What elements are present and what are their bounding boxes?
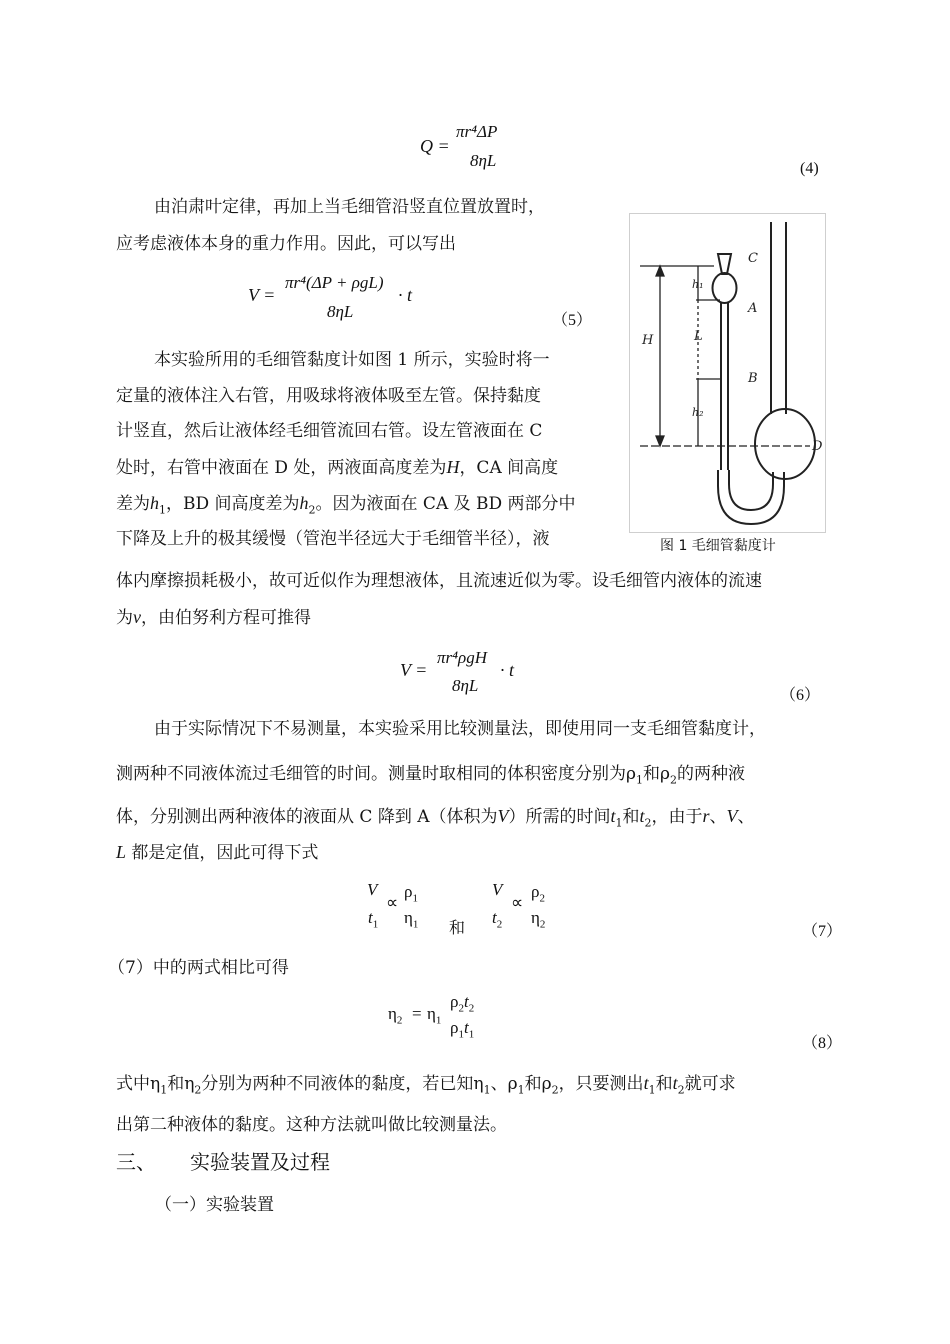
eq6-tail: · t xyxy=(500,660,515,680)
eq5-tail: · t xyxy=(398,285,413,305)
eq5-lhs: V = xyxy=(248,285,276,305)
para3-line4: L 都是定值，因此可得下式 xyxy=(116,842,319,863)
para2-line4: 处时，右管中液面在 D 处，两液面高度差为H，CA 间高度 xyxy=(116,457,559,478)
eq7-left-v: V xyxy=(367,880,378,899)
eq6-denominator: 8ηL xyxy=(452,676,479,695)
label-H: H xyxy=(642,333,654,348)
eq7-right-rho: $\rho_2$ xyxy=(531,882,545,905)
eq7-right-eta: $\eta_2$ xyxy=(531,908,546,931)
eq7-left-t: $t_1$ xyxy=(368,908,379,931)
eq6-numerator: πr⁴ρgH xyxy=(437,648,487,667)
para5-line1: 式中$\eta_1$和$\eta_2$分别为两种不同液体的黏度，若已知$\eta_1$、$\rho_1$和$\rho_2$，只要测出$t_1$和$t_2$就可求 xyxy=(116,1073,736,1097)
eq8-number: （8） xyxy=(802,1035,843,1052)
eq5-numerator: πr⁴(ΔP + ρgL) xyxy=(285,273,384,292)
eq7-right-t: $t_2$ xyxy=(492,908,503,931)
para3-line3: 体，分别测出两种液体的液面从 C 降到 A（体积为V）所需的时间$t_1$和$t_2$，由于r、V、 xyxy=(116,806,755,830)
eq4-denominator: 8ηL xyxy=(470,151,497,170)
eq8-denominator: $\rho_1t_1$ xyxy=(450,1018,475,1041)
para1-line1: 由泊肃叶定律，再加上当毛细管沿竖直位置放置时， xyxy=(154,197,545,217)
para2-line2: 定量的液体注入右管，用吸球将液体吸至左管。保持黏度 xyxy=(116,386,541,406)
eq7-right-prop: ∝ xyxy=(511,893,524,912)
label-B: B xyxy=(748,371,758,386)
eq4-number: (4) xyxy=(800,160,819,177)
eq8-numerator: $\rho_2t_2$ xyxy=(450,992,475,1015)
para2-line8: 为v，由伯努利方程可推得 xyxy=(116,607,311,628)
eq4-numerator: πr⁴ΔP xyxy=(456,122,498,141)
figure-caption: 图 1 毛细管黏度计 xyxy=(660,538,776,554)
eq8-lhs: $\eta_2$ xyxy=(388,1004,403,1027)
eq6-lhs: V = xyxy=(400,660,428,680)
label-A: A xyxy=(748,301,758,316)
eq7-right-v: V xyxy=(492,880,503,899)
viscometer-figure xyxy=(629,213,826,533)
para2-line3: 计竖直，然后让液体经毛细管流回右管。设左管液面在 C xyxy=(116,421,543,441)
para3-line2: 测两种不同液体流过毛细管的时间。测量时取相同的体积密度分别为$\rho_1$和$\rho_2$的两种液 xyxy=(116,764,745,787)
section-title: 实验装置及过程 xyxy=(190,1150,330,1174)
para4: （7）中的两式相比可得 xyxy=(108,958,289,978)
para3-line1: 由于实际情况下不易测量，本实验采用比较测量法，即使用同一支毛细管黏度计， xyxy=(154,719,766,739)
section-number: 三、 xyxy=(116,1150,156,1174)
viscometer-diagram xyxy=(630,214,825,532)
eq8-eta1: $\eta_1$ xyxy=(427,1004,442,1027)
para1-line2: 应考虑液体本身的重力作用。因此，可以写出 xyxy=(116,234,456,254)
eq5-denominator: 8ηL xyxy=(327,302,354,321)
eq6-number: （6） xyxy=(780,687,821,704)
label-C: C xyxy=(748,251,758,266)
eq8-equals: = xyxy=(412,1004,422,1023)
eq5-number: （5） xyxy=(552,312,593,329)
para2-line5: 差为$h_1$，BD 间高度差为$h_2$。因为液面在 CA 及 BD 两部分中 xyxy=(116,493,576,517)
para2-line6: 下降及上升的极其缓慢（管泡半径远大于毛细管半径），液 xyxy=(116,529,550,549)
label-L: L xyxy=(694,329,703,344)
label-h2: h₂ xyxy=(692,406,704,419)
subsection-heading: （一）实验装置 xyxy=(155,1195,274,1215)
eq4-lhs: Q = xyxy=(420,136,450,156)
label-D: D xyxy=(812,439,823,454)
para2-line7: 体内摩擦损耗极小，故可近似作为理想液体，且流速近似为零。设毛细管内液体的流速 xyxy=(116,571,762,591)
para2-line1: 本实验所用的毛细管黏度计如图 1 所示，实验时将一 xyxy=(154,350,550,370)
eq7-left-eta: $\eta_1$ xyxy=(404,908,419,931)
eq7-number: （7） xyxy=(802,923,843,940)
eq7-and: 和 xyxy=(449,918,466,937)
label-h1: h₁ xyxy=(692,278,704,291)
section-heading xyxy=(116,1146,330,1175)
eq7-left-rho: $\rho_1$ xyxy=(404,882,418,905)
eq7-left-prop: ∝ xyxy=(386,893,399,912)
para5-line2: 出第二种液体的黏度。这种方法就叫做比较测量法。 xyxy=(116,1115,507,1135)
